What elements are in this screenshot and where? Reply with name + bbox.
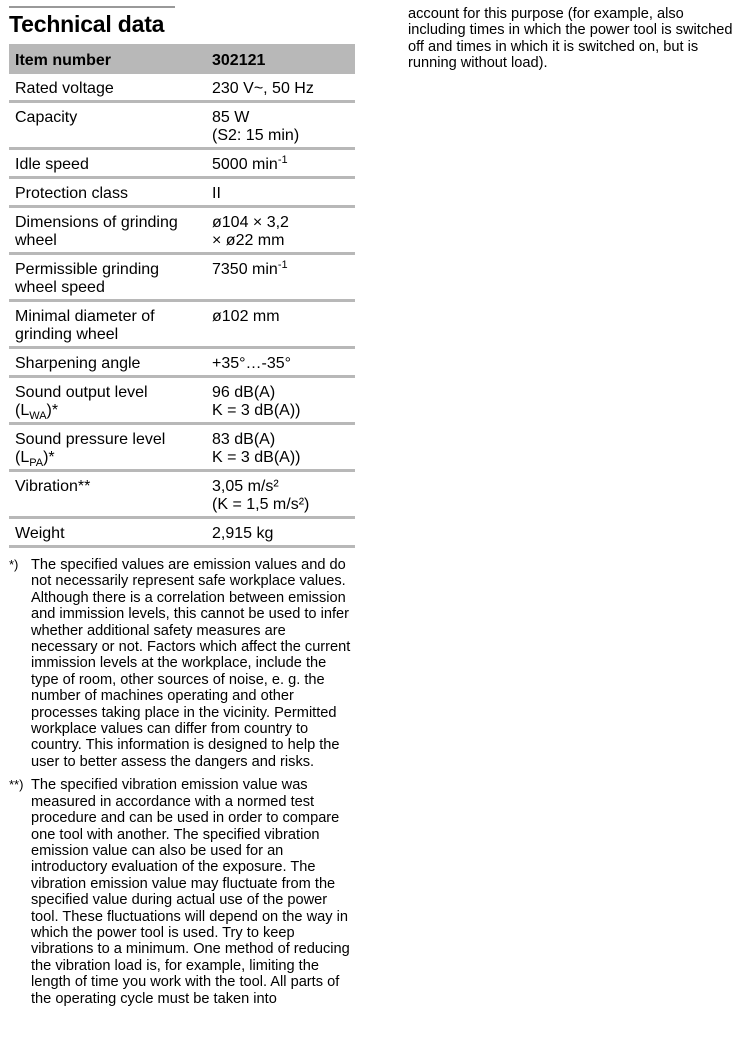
footnote-text: The specified values are emission values and do not necessarily represent safe workplace values. Although there is a correlation between emission and immission levels, this cannot be used to infer whether additional safety measures are necessary or not. Factors which affect the current immission levels at the workplace, include the type of room, other sources of noise, e. g. the number of machines operating and other processes taking place in the vicinity. Permitted workplace values can differ from country to country. This information is designed to help the user to better assess the dangers and risks. xyxy=(31,557,351,770)
footnote-mark: **) xyxy=(9,777,24,793)
footnote-text: The specified vibration emission value was measured in accordance with a normed test procedure and can be used in order to compare one tool with another. The specified vibration emission value can also be used for an introductory evaluation of the exposure. The vibration emission value may fluctuate from the specified value during actual use of the power tool. These fluctuations will depend on the way in which the power tool is used. Try to keep vibrations to a minimum. One method of reducing the vibration load is, for example, limiting the length of time you work with the tool. All parts of the operating cycle must be taken into xyxy=(31,777,350,1007)
table-header-row xyxy=(9,44,355,74)
row-label: Rated voltage xyxy=(15,80,114,97)
value-line: 85 W xyxy=(212,109,250,126)
row-label: Idle speed xyxy=(15,156,89,173)
row-label xyxy=(9,378,210,422)
label-line: wheel xyxy=(15,232,57,249)
right-column-text: account for this purpose (for example, also including times in which the power tool is switched off and times in which it is switched on, but is running without load). xyxy=(408,6,733,72)
row-value xyxy=(210,378,355,422)
row-label: Vibration** xyxy=(15,478,91,495)
value-line: (S2: 15 min) xyxy=(212,127,300,144)
value-line: 3,05 m/s² xyxy=(212,478,279,495)
label-part: )* xyxy=(46,402,59,419)
row-label: Weight xyxy=(15,525,65,542)
table-row xyxy=(9,425,355,472)
row-value xyxy=(210,208,355,252)
page-title: Technical data xyxy=(9,11,165,37)
row-value: 2,915 kg xyxy=(212,525,274,542)
label-line: Sound pressure level xyxy=(15,431,166,448)
subscript: PA xyxy=(29,457,44,469)
row-label: Protection class xyxy=(15,185,128,202)
value-line: 83 dB(A) xyxy=(212,431,276,448)
technical-data-table xyxy=(9,44,355,1014)
label-part: (L xyxy=(15,402,30,419)
label-line xyxy=(15,402,210,420)
label-line: grinding wheel xyxy=(15,326,119,343)
row-value xyxy=(210,472,355,516)
value-line: × ø22 mm xyxy=(212,232,285,249)
value-line: (K = 1,5 m/s²) xyxy=(212,496,310,513)
table-row xyxy=(9,103,355,150)
row-value: 230 V~, 50 Hz xyxy=(212,80,314,97)
row-label xyxy=(9,302,210,346)
value-line: K = 3 dB(A)) xyxy=(212,402,301,419)
label-line xyxy=(15,449,210,467)
table-row xyxy=(9,472,355,519)
value-text: 7350 min xyxy=(212,261,278,278)
table-row xyxy=(9,255,355,302)
value-text: 5000 min xyxy=(212,156,278,173)
label-part: )* xyxy=(43,449,55,466)
footnotes xyxy=(9,557,355,1007)
value-line: 96 dB(A) xyxy=(212,384,276,401)
row-value xyxy=(210,150,355,176)
label-line: Sound output level xyxy=(15,384,148,401)
table-row xyxy=(9,150,355,179)
footnote xyxy=(9,777,355,1007)
row-value xyxy=(210,425,355,469)
footnote-mark: *) xyxy=(9,557,19,572)
row-label xyxy=(9,425,210,469)
table-row xyxy=(9,74,355,103)
row-value xyxy=(210,255,355,299)
value-line: K = 3 dB(A)) xyxy=(212,449,301,466)
superscript: -1 xyxy=(277,259,288,271)
label-line: wheel speed xyxy=(15,279,105,296)
label-line: Permissible grinding xyxy=(15,261,160,278)
header-value: 302121 xyxy=(212,52,266,69)
row-value: ø102 mm xyxy=(212,308,280,325)
label-line: Minimal diameter of xyxy=(15,308,155,325)
table-row xyxy=(9,302,355,349)
subscript: WA xyxy=(29,410,47,422)
header-label: Item number xyxy=(15,52,112,69)
row-value: II xyxy=(212,185,221,202)
row-label xyxy=(9,208,210,252)
row-value xyxy=(210,103,355,147)
table-row xyxy=(9,378,355,425)
row-label: Capacity xyxy=(15,109,78,126)
footnote xyxy=(9,557,355,770)
table-row xyxy=(9,349,355,378)
label-line: Dimensions of grinding xyxy=(15,214,178,231)
superscript: -1 xyxy=(277,154,288,166)
table-row xyxy=(9,208,355,255)
label-part: (L xyxy=(15,449,30,466)
row-label: Sharpening angle xyxy=(15,355,141,372)
row-value: +35°…-35° xyxy=(212,355,292,372)
table-row xyxy=(9,179,355,208)
title-rule xyxy=(9,6,175,8)
table-row xyxy=(9,519,355,548)
row-label xyxy=(9,255,210,299)
value-line: ø104 × 3,2 xyxy=(212,214,289,231)
